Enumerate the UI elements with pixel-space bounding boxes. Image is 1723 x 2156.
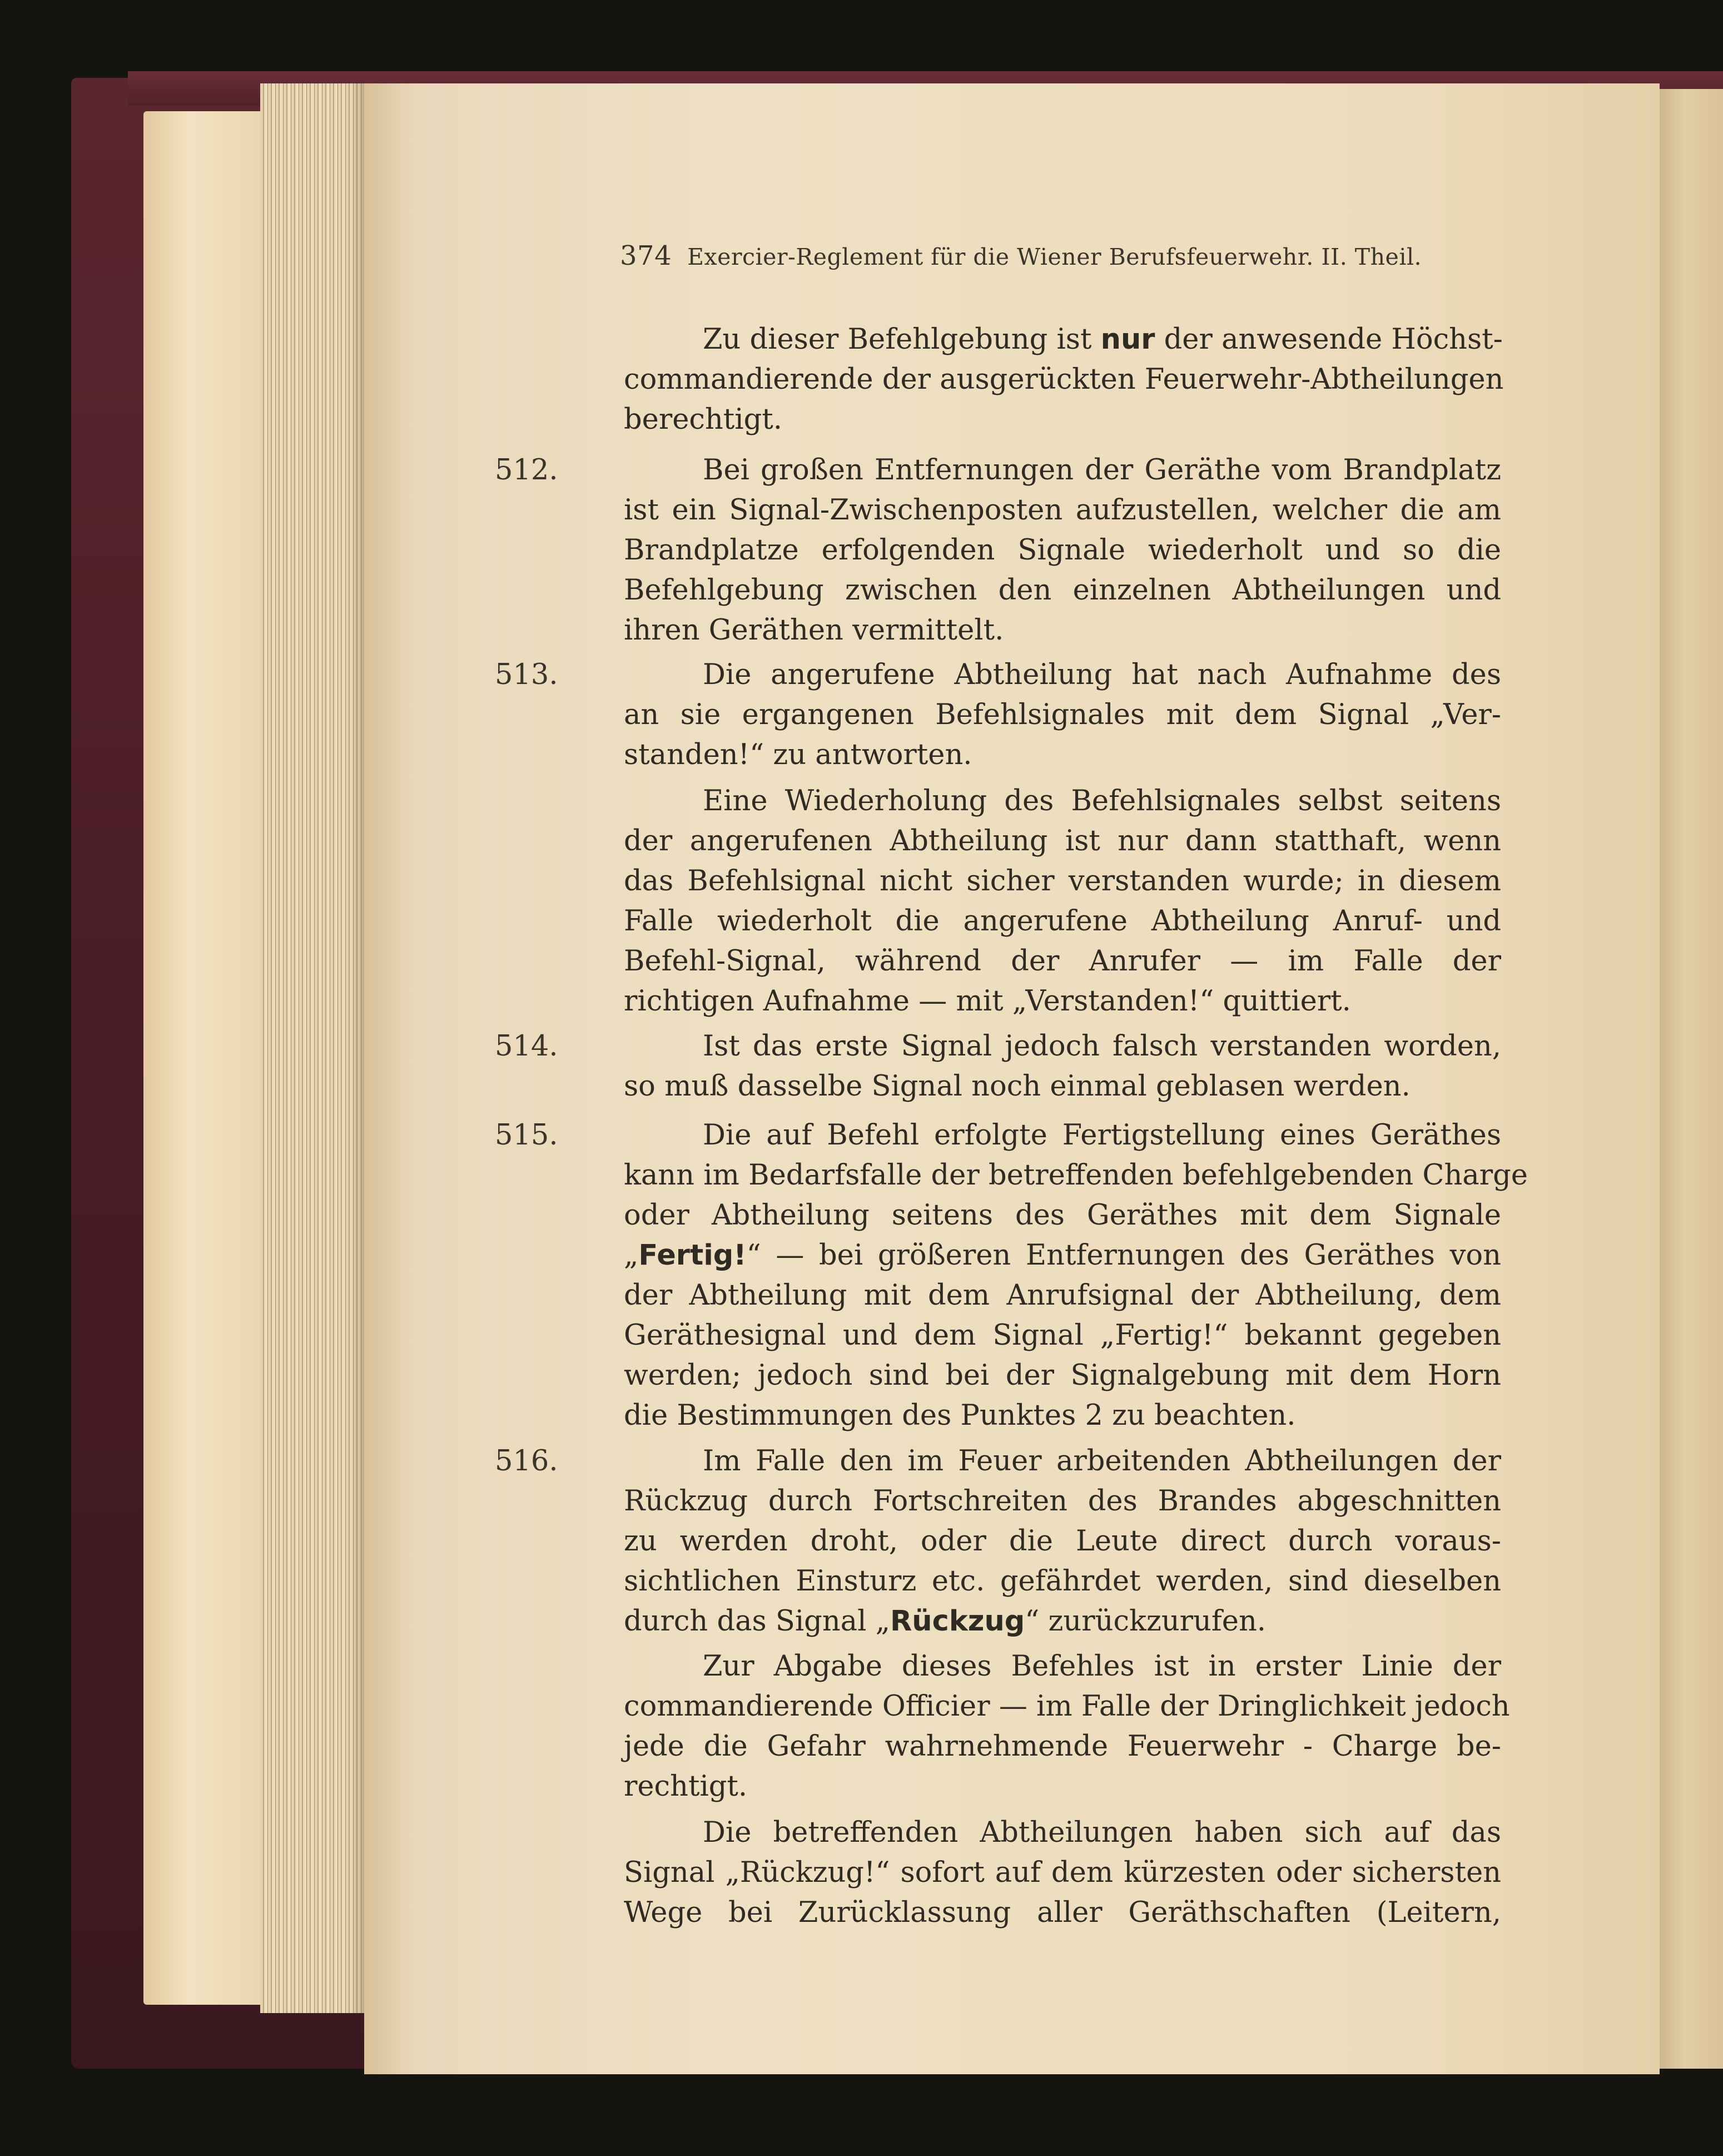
text-line: ihren Geräthen vermittelt.	[624, 614, 1004, 647]
text-line: Brandplatze erfolgenden Signale wiederholt und so die	[624, 534, 1501, 567]
text-line: Rückzug durch Fortschreiten des Brandes abgeschnitten	[624, 1485, 1501, 1518]
text-line: jede die Gefahr wahrnehmende Feuerwehr - Charge be-	[624, 1730, 1501, 1763]
text-line: Zu dieser Befehlgebung ist nur der anwesende Höchst-	[703, 323, 1503, 356]
section-number-516: 516.	[495, 1445, 558, 1478]
emphasis-nur: nur	[1100, 323, 1155, 356]
page-number: 374	[620, 240, 672, 271]
emphasis-rueckzug: Rückzug	[890, 1605, 1025, 1638]
text-line: Im Falle den im Feuer arbeitenden Abtheilungen der	[703, 1445, 1501, 1478]
text-line: commandierende Officier — im Falle der Dringlichkeit jedoch	[624, 1690, 1510, 1723]
running-header	[620, 240, 1426, 279]
text-line: ist ein Signal-Zwischenposten aufzustellen, welcher die am	[624, 494, 1501, 527]
facing-page-edge	[1660, 89, 1723, 2069]
text-line: Zur Abgabe dieses Befehles ist in erster Linie der	[703, 1650, 1501, 1683]
text-line: commandierende der ausgerückten Feuerwehr-Abtheilungen	[624, 363, 1504, 396]
text-line: Die angerufene Abtheilung hat nach Aufnahme des	[703, 658, 1501, 691]
text-line: das Befehlsignal nicht sicher verstanden wurde; in diesem	[624, 865, 1501, 898]
previous-page-edge	[143, 111, 260, 2005]
text-line: durch das Signal „Rückzug“ zurückzurufen.	[624, 1605, 1267, 1638]
text-line: „Fertig!“ — bei größeren Entfernungen des Geräthes von	[624, 1239, 1501, 1272]
section-number-512: 512.	[495, 454, 558, 487]
text-line: sichtlichen Einsturz etc. gefährdet werden, sind dieselben	[624, 1565, 1501, 1598]
text-line: berechtigt.	[624, 403, 782, 436]
text-line: rechtigt.	[624, 1770, 748, 1803]
text-line: Befehlgebung zwischen den einzelnen Abtheilungen und	[624, 574, 1501, 607]
text-line: der Abtheilung mit dem Anrufsignal der Abtheilung, dem	[624, 1279, 1501, 1312]
text-line: so muß dasselbe Signal noch einmal geblasen werden.	[624, 1070, 1411, 1103]
running-title: Exercier-Reglement für die Wiener Berufsfeuerwehr. II. Theil.	[687, 244, 1422, 270]
text-line: zu werden droht, oder die Leute direct durch voraus-	[624, 1525, 1501, 1558]
text-line: Wege bei Zurücklassung aller Geräthschaften (Leitern,	[624, 1896, 1501, 1929]
text-line: Die auf Befehl erfolgte Fertigstellung eines Geräthes	[703, 1119, 1501, 1152]
text-line: Ist das erste Signal jedoch falsch verstanden worden,	[703, 1030, 1501, 1063]
section-number-513: 513.	[495, 658, 558, 691]
section-number-514: 514.	[495, 1030, 558, 1063]
text-line: Befehl-Signal, während der Anrufer — im Falle der	[624, 945, 1501, 978]
text-line: kann im Bedarfsfalle der betreffenden befehlgebenden Charge	[624, 1159, 1528, 1192]
text-line: werden; jedoch sind bei der Signalgebung mit dem Horn	[624, 1359, 1501, 1392]
text-line: der angerufenen Abtheilung ist nur dann statthaft, wenn	[624, 825, 1501, 858]
emphasis-fertig: Fertig!	[638, 1239, 747, 1272]
text-line: standen!“ zu antworten.	[624, 739, 972, 771]
text-line: Signal „Rückzug!“ sofort auf dem kürzesten oder sichersten	[624, 1856, 1501, 1889]
text-line: an sie ergangenen Befehlsignales mit dem Signal „Ver-	[624, 698, 1501, 731]
text-line: die Bestimmungen des Punktes 2 zu beachten.	[624, 1399, 1296, 1432]
text-line: richtigen Aufnahme — mit „Verstanden!“ quittiert.	[624, 985, 1351, 1018]
text-line: Die betreffenden Abtheilungen haben sich auf das	[703, 1816, 1501, 1849]
section-number-515: 515.	[495, 1119, 558, 1152]
text-line: Eine Wiederholung des Befehlsignales selbst seitens	[703, 785, 1501, 817]
text-line: Geräthesignal und dem Signal „Fertig!“ bekannt gegeben	[624, 1319, 1501, 1352]
text-line: oder Abtheilung seitens des Geräthes mit dem Signale	[624, 1199, 1501, 1232]
text-line: Falle wiederholt die angerufene Abtheilung Anruf- und	[624, 905, 1501, 938]
text-line: Bei großen Entfernungen der Geräthe vom Brandplatz	[703, 454, 1501, 487]
